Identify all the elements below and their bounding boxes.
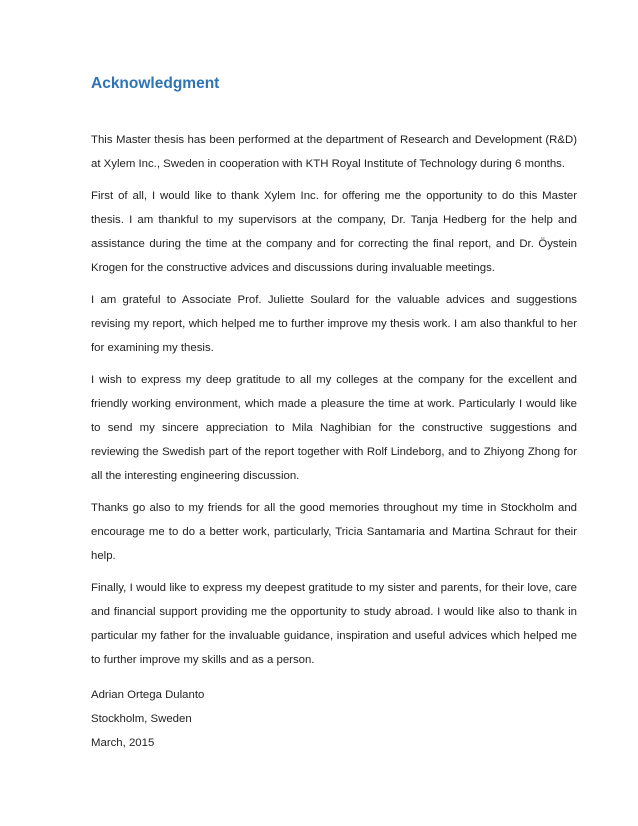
signature-date: March, 2015	[91, 737, 155, 749]
signature-block	[91, 683, 391, 755]
signature-name: Adrian Ortega Dulanto	[91, 689, 205, 701]
signature-location: Stockholm, Sweden	[91, 713, 192, 725]
paragraph-friends-thanks: Thanks go also to my friends for all the good memories throughout my time in Stockholm and encourage me to do a better work, particularly, Tricia Santamaria and Martina Schraut for their help.	[91, 502, 577, 562]
acknowledgment-body	[91, 128, 577, 672]
document-content	[91, 74, 577, 680]
paragraph-colleagues-thanks: I wish to express my deep gratitude to all my colleges at the company for the excellent and friendly working environment, which made a pleasure the time at work. Particularly I would like to send my sincere appreciation to Mila Naghibian for the constructive suggestions and reviewing the Swedish part of the report together with Rolf Lindeborg, and to Zhiyong Zhong for all the interesting engineering discussion.	[91, 374, 577, 482]
page-title: Acknowledgment	[91, 75, 220, 92]
paragraph-family-thanks: Finally, I would like to express my deepest gratitude to my sister and parents, for their love, care and financial support providing me the opportunity to study abroad. I would like also to thank in particular my father for the invaluable guidance, inspiration and useful advices which helped me to further improve my skills and as a person.	[91, 582, 577, 666]
paragraph-professor-thanks: I am grateful to Associate Prof. Juliette Soulard for the valuable advices and suggestions revising my report, which helped me to further improve my thesis work. I am also thankful to her for examining my thesis.	[91, 294, 577, 354]
paragraph-company-thanks: First of all, I would like to thank Xylem Inc. for offering me the opportunity to do this Master thesis. I am thankful to my supervisors at the company, Dr. Tanja Hedberg for the help and assistance during the time at the company and for correcting the final report, and Dr. Öystein Krogen for the constructive advices and discussions during invaluable meetings.	[91, 190, 577, 274]
paragraph-intro: This Master thesis has been performed at the department of Research and Development (R&D) at Xylem Inc., Sweden in cooperation with KTH Royal Institute of Technology during 6 months.	[91, 134, 577, 170]
